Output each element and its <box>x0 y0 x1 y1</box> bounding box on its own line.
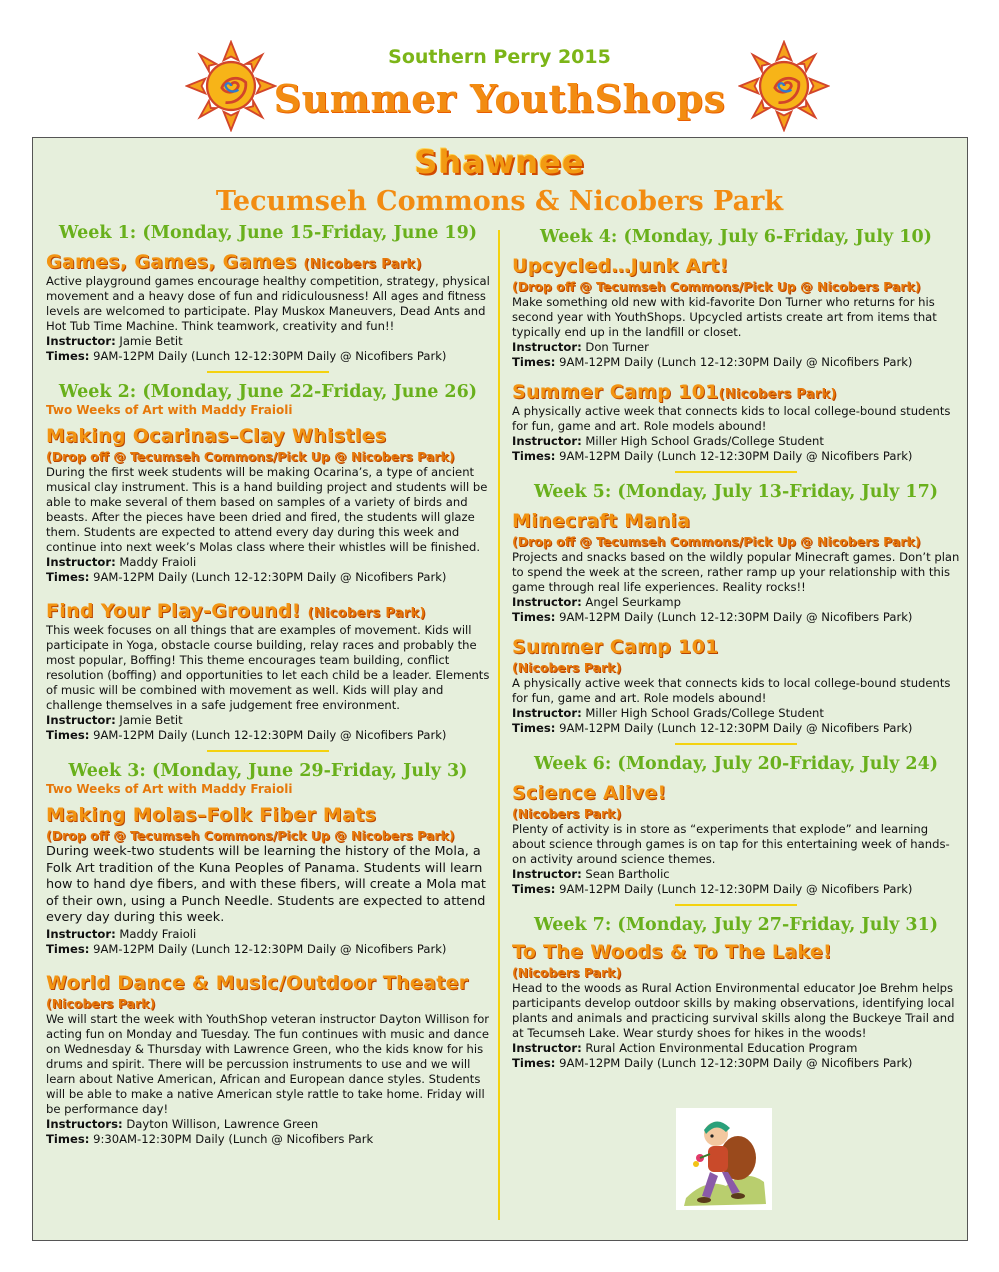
times-label: Times: <box>512 449 556 463</box>
instructor-value: Maddy Fraioli <box>119 926 197 941</box>
times-value: 9AM-12PM Daily (Lunch 12-12:30PM Daily @ Nicofibers Park) <box>93 570 447 584</box>
times-label: Times: <box>512 610 556 624</box>
times-label: Times: <box>46 349 90 363</box>
instructors-label: Instructors: <box>46 1116 123 1131</box>
class-block <box>512 781 960 897</box>
instructor-label: Instructor: <box>512 1041 582 1055</box>
class-times <box>46 942 490 957</box>
class-times <box>512 449 960 464</box>
class-times <box>46 570 490 585</box>
instructor-value: Maddy Fraioli <box>119 555 197 569</box>
class-instructor <box>512 867 960 882</box>
site-location: Tecumseh Commons & Nicobers Park <box>215 186 784 217</box>
week-heading: Week 3: (Monday, June 29-Friday, July 3) <box>68 761 468 781</box>
class-location: (Drop off @ Tecumseh Commons/Pick Up @ Nicobers Park) <box>46 828 455 843</box>
times-value: 9AM-12PM Daily (Lunch 12-12:30PM Daily @ Nicofibers Park) <box>93 349 447 363</box>
times-value: 9AM-12PM Daily (Lunch 12-12:30PM Daily @ Nicofibers Park) <box>559 610 913 624</box>
class-description: Active playground games encourage healthy competition, strategy, physical movement and a heavy dose of fun and ridiculousness! All ages and fitness levels are welcomed to participate. Play Muskox Maneuvers, Dead Ants and Hot Tub Time Machine. Think teamwork, creativity and fun!! <box>46 274 490 333</box>
week-heading: Week 7: (Monday, July 27-Friday, July 31) <box>533 915 939 935</box>
class-instructor <box>46 713 490 728</box>
instructor-value: Sean Bartholic <box>585 867 670 881</box>
times-value: 9:30AM-12:30PM Daily (Lunch @ Nicofibers Park <box>93 1131 374 1146</box>
times-value: 9AM-12PM Daily (Lunch 12-12:30PM Daily @ Nicofibers Park) <box>559 882 913 896</box>
class-instructor <box>512 1041 960 1056</box>
class-title: Making Ocarinas–Clay Whistles <box>46 425 387 447</box>
class-block <box>512 509 960 625</box>
class-block <box>46 599 490 743</box>
instructor-value: Dayton Willison, Lawrence Green <box>126 1116 319 1131</box>
class-title: Minecraft Mania <box>512 510 691 532</box>
class-description: A physically active week that connects kids to local college-bound students for fun, game and art. Role models abound! <box>512 676 951 705</box>
instructor-value: Miller High School Grads/College Student <box>585 434 824 448</box>
class-times <box>46 1132 490 1147</box>
class-title: World Dance & Music/Outdoor Theater <box>46 971 469 994</box>
instructor-label: Instructor: <box>46 334 116 348</box>
class-block <box>512 380 960 464</box>
instructor-label: Instructor: <box>512 595 582 609</box>
class-block <box>46 971 490 1147</box>
class-times <box>512 355 960 370</box>
column-divider <box>498 230 500 1220</box>
times-label: Times: <box>46 941 90 956</box>
instructor-label: Instructor: <box>512 706 582 720</box>
class-times <box>512 882 960 897</box>
class-instructor <box>512 340 960 355</box>
class-instructor <box>46 927 490 942</box>
class-description: We will start the week with YouthShop veteran instructor Dayton Willison for acting fun on Monday and Tuesday. The fun continues with music and dance on Wednesday & Thursday with Lawrence Green, who the kids know for his drums and spirit. There will be percussion instruments to use and we will learn about Native American, African and European dance styles. Students will be able to make a native American style rattle to take home. Friday will be performance day! <box>46 1011 490 1116</box>
class-title <box>512 380 960 404</box>
section-separator <box>675 471 797 473</box>
class-description: Plenty of activity is in store as “experiments that explode” and learning about science through games is on tap for this entertaining week of hands-on activity around science themes. <box>512 822 950 866</box>
class-location: (Drop off @ Tecumseh Commons/Pick Up @ Nicobers Park) <box>512 279 921 294</box>
class-location: (Drop off @ Tecumseh Commons/Pick Up @ Nicobers Park) <box>512 534 921 549</box>
class-description: A physically active week that connects kids to local college-bound students for fun, game and art. Role models abound! <box>512 404 951 433</box>
class-location: (Nicobers Park) <box>512 806 622 821</box>
class-description: During week-two students will be learning the history of the Mola, a Folk Art tradition of the Kuna Peoples of Panama. Students will learn how to hand dye fibers, and with these fibers, will create a Mola mat of their own, using a Punch Needle. Students are expected to attend every day during this week. <box>46 844 486 925</box>
instructor-label: Instructor: <box>46 926 116 941</box>
class-block <box>46 250 490 364</box>
week-banner: Two Weeks of Art with Maddy Fraioli <box>46 782 293 796</box>
class-block <box>512 254 960 370</box>
section-separator <box>675 743 797 745</box>
class-instructor <box>512 434 960 449</box>
section-separator <box>207 750 329 752</box>
times-value: 9AM-12PM Daily (Lunch 12-12:30PM Daily @ Nicofibers Park) <box>559 355 913 369</box>
times-label: Times: <box>512 1056 556 1070</box>
times-value: 9AM-12PM Daily (Lunch 12-12:30PM Daily @ Nicofibers Park) <box>559 1056 913 1070</box>
right-column <box>512 226 960 1071</box>
class-description: During the first week students will be making Ocarina’s, a type of ancient musical clay instrument. This is a hand building project and students will be able to make several of them based on samples of a variety of birds and beasts. After the pieces have been dried and fired, the students will glaze them. Students are expected to attend every day during this week and continue into next week’s Molas class where their whistles will be finished. <box>46 465 488 554</box>
class-times <box>512 610 960 625</box>
class-block <box>512 940 960 1071</box>
class-title <box>46 599 490 623</box>
class-location: (Nicobers Park) <box>718 387 837 402</box>
times-label: Times: <box>46 570 90 584</box>
times-value: 9AM-12PM Daily (Lunch 12-12:30PM Daily @ Nicofibers Park) <box>559 449 913 463</box>
class-description: Make something old new with kid-favorite Don Turner who returns for his second year with YouthShops. Upcycled artists create art from items that typically end up in the landfill or closet. <box>512 295 937 339</box>
class-block <box>46 803 490 957</box>
class-title: Upcycled…Junk Art! <box>512 255 729 277</box>
instructor-label: Instructor: <box>512 434 582 448</box>
hiker-illustration <box>676 1108 772 1210</box>
class-block <box>46 424 490 585</box>
instructor-value: Jamie Betit <box>119 713 183 727</box>
week-heading: Week 5: (Monday, July 13-Friday, July 17) <box>533 482 939 502</box>
class-times <box>46 349 490 364</box>
site-name: Shawnee <box>414 143 585 181</box>
instructor-value: Angel Seurkamp <box>585 595 681 609</box>
class-times <box>46 728 490 743</box>
times-label: Times: <box>512 882 556 896</box>
week-banner: Two Weeks of Art with Maddy Fraioli <box>46 403 293 417</box>
instructor-label: Instructor: <box>46 713 116 727</box>
class-location: (Nicobers Park) <box>307 606 426 621</box>
times-value: 9AM-12PM Daily (Lunch 12-12:30PM Daily @ Nicofibers Park) <box>559 721 913 735</box>
class-location: (Nicobers Park) <box>303 257 422 272</box>
class-location: (Nicobers Park) <box>46 995 156 1011</box>
times-value: 9AM-12PM Daily (Lunch 12-12:30PM Daily @ Nicofibers Park) <box>93 728 447 742</box>
class-instructor <box>512 706 960 721</box>
class-title-text: Find Your Play-Ground! <box>46 600 301 622</box>
instructor-value: Don Turner <box>585 340 649 354</box>
times-label: Times: <box>512 355 556 369</box>
instructor-value: Miller High School Grads/College Student <box>585 706 824 720</box>
class-location: (Drop off @ Tecumseh Commons/Pick Up @ Nicobers Park) <box>46 449 455 464</box>
instructor-label: Instructor: <box>512 867 582 881</box>
class-location: (Nicobers Park) <box>512 965 622 980</box>
class-title: To The Woods & To The Lake! <box>512 941 832 963</box>
class-title: Summer Camp 101 <box>512 636 719 658</box>
class-instructor <box>46 1117 490 1132</box>
week-heading: Week 6: (Monday, July 20-Friday, July 24) <box>533 754 939 774</box>
class-title <box>46 250 490 274</box>
class-instructor <box>512 595 960 610</box>
class-location: (Nicobers Park) <box>512 660 622 675</box>
class-title: Science Alive! <box>512 782 667 804</box>
class-title-text: Games, Games, Games <box>46 251 297 273</box>
class-title-text: Summer Camp 101 <box>512 381 719 403</box>
times-label: Times: <box>46 728 90 742</box>
class-instructor <box>46 555 490 570</box>
class-instructor <box>46 334 490 349</box>
class-description: Projects and snacks based on the wildly popular Minecraft games. Don’t plan to spend the week at the screen, rather ramp up your relationship with this game through real life experiences. Reality rocks!! <box>512 550 960 594</box>
class-description: This week focuses on all things that are examples of movement. Kids will participate in Yoga, obstacle course building, relay races and probably the most popular, Boffing! This theme encourages team building, conflict resolution (boffing) and opportunities to let each child be a leader. Elements of music will be combined with movement as well. Kids will play and challenge themselves in a safe judgement free environment. <box>46 623 490 712</box>
times-value: 9AM-12PM Daily (Lunch 12-12:30PM Daily @ Nicofibers Park) <box>93 941 447 956</box>
class-block <box>512 635 960 736</box>
section-separator <box>675 904 797 906</box>
class-times <box>512 721 960 736</box>
times-label: Times: <box>46 1131 90 1146</box>
class-times <box>512 1056 960 1071</box>
left-column <box>46 222 490 1147</box>
page-title: Summer YouthShops <box>273 76 726 121</box>
times-label: Times: <box>512 721 556 735</box>
week-heading: Week 4: (Monday, July 6-Friday, July 10) <box>540 227 932 247</box>
header-subtitle: Southern Perry 2015 <box>388 46 611 68</box>
week-heading: Week 2: (Monday, June 22-Friday, June 26) <box>58 382 478 402</box>
week-heading: Week 1: (Monday, June 15-Friday, June 19) <box>58 223 478 243</box>
section-separator <box>207 371 329 373</box>
instructor-value: Jamie Betit <box>119 334 183 348</box>
class-description: Head to the woods as Rural Action Environmental educator Joe Brehm helps participants develop outdoor skills by making observations, identifying local plants and animals and practicing survival skills along the Buckeye Trail and at Tecumseh Lake. Wear sturdy shoes for hikes in the woods! <box>512 981 955 1040</box>
instructor-label: Instructor: <box>46 555 116 569</box>
instructor-value: Rural Action Environmental Education Program <box>585 1041 858 1055</box>
instructor-label: Instructor: <box>512 340 582 354</box>
class-title: Making Molas–Folk Fiber Mats <box>46 804 377 826</box>
